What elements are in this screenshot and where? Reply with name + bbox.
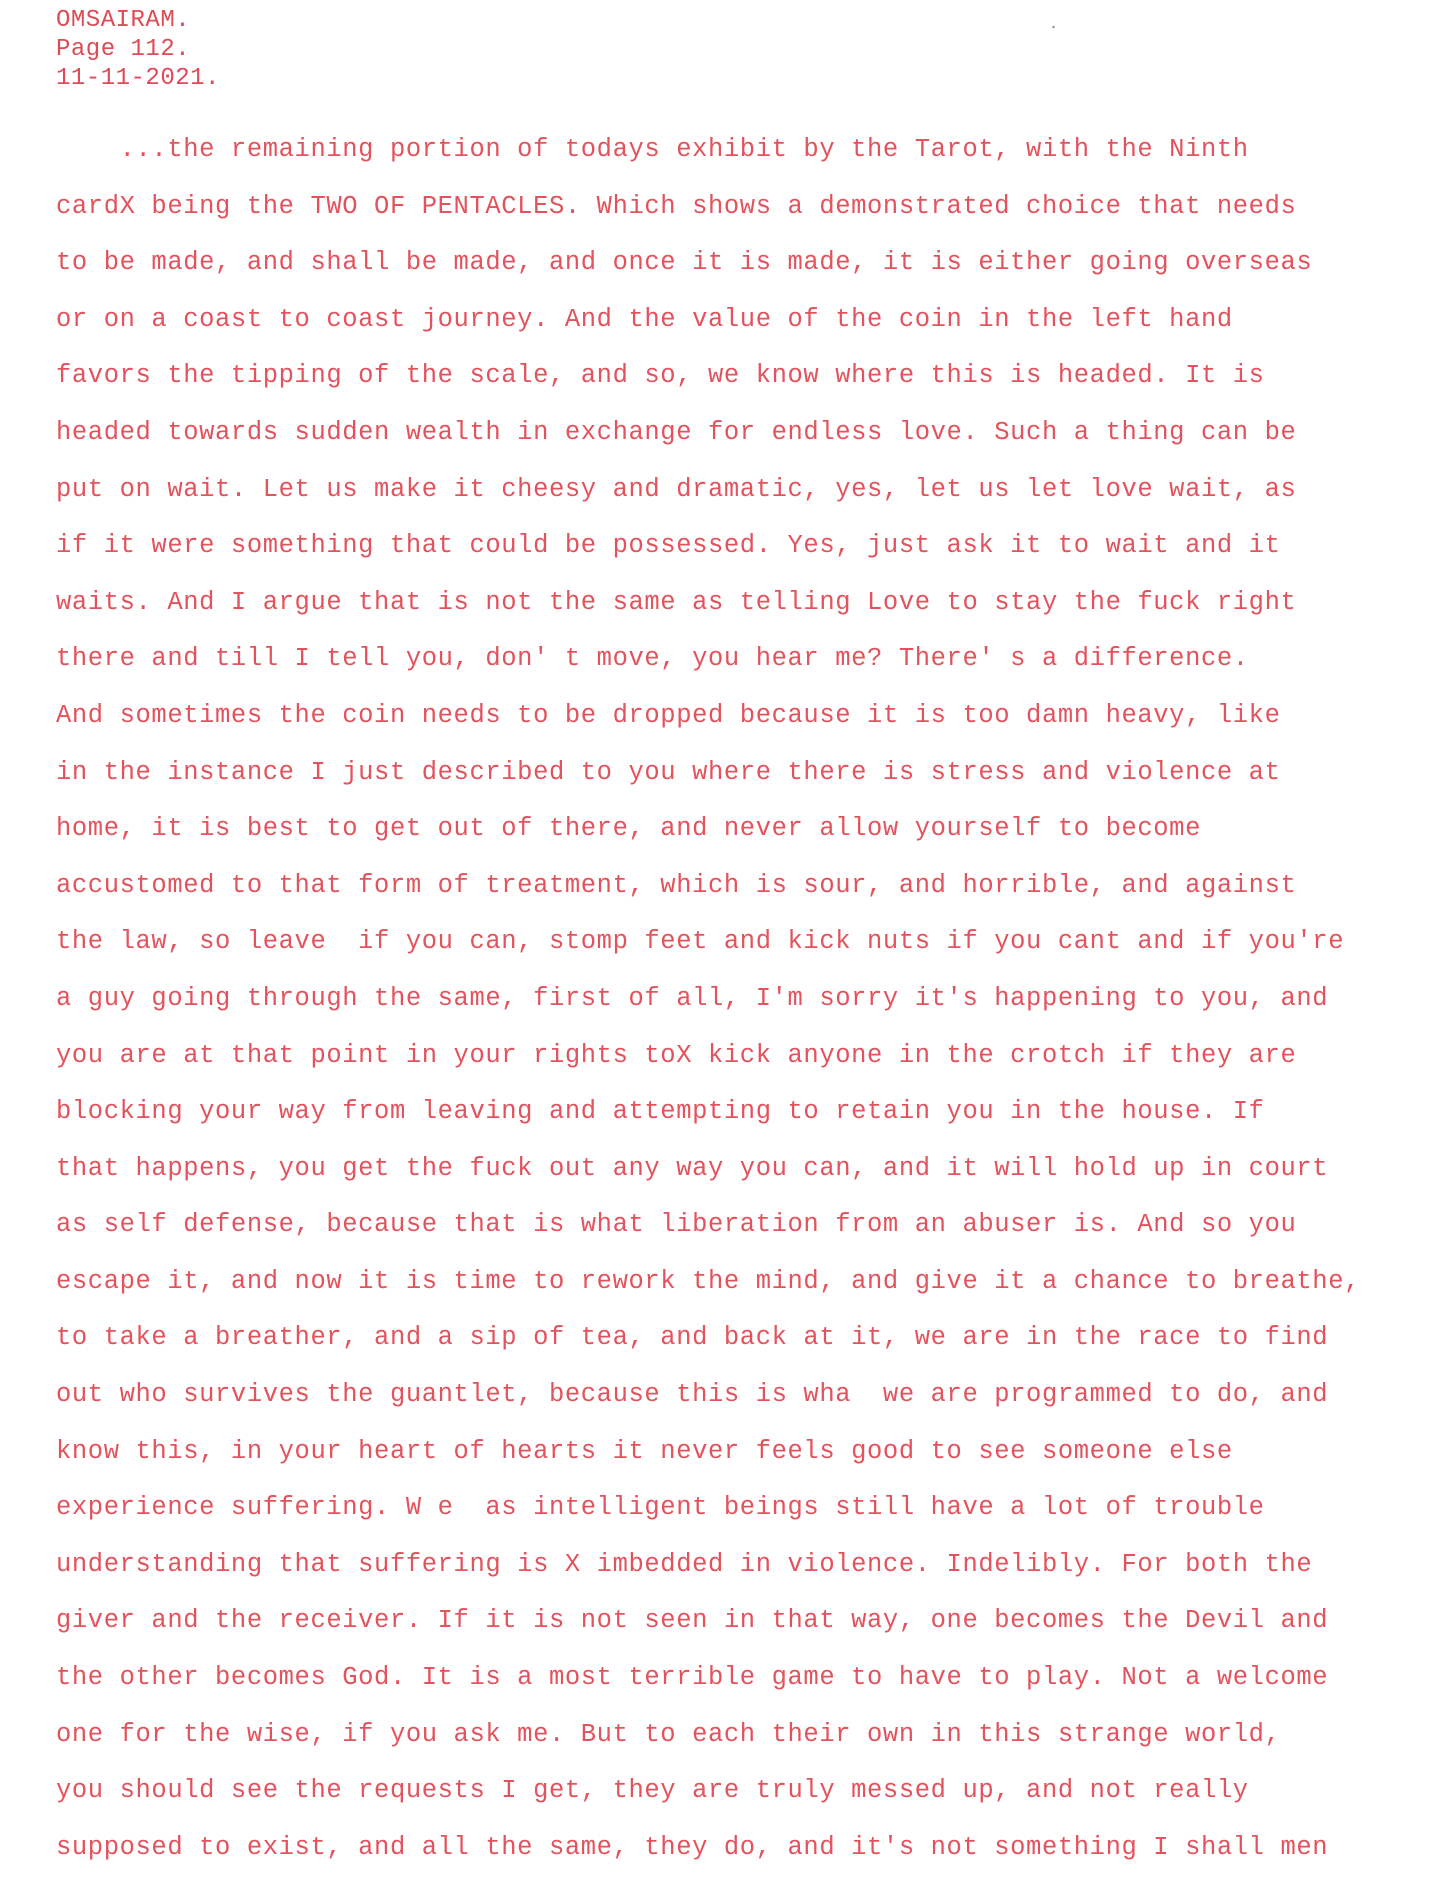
text-line: that happens, you get the fuck out any way you can, and it will hold up in court	[56, 1153, 1329, 1183]
text-line: the law, so leave if you can, stomp feet and kick nuts if you cant and if you're	[56, 927, 1345, 957]
text-line: cardX being the TWO OF PENTACLES. Which shows a demonstrated choice that needs	[56, 191, 1297, 221]
body-text	[56, 122, 1446, 1876]
text-line: accustomed to that form of treatment, which is sour, and horrible, and against	[56, 870, 1297, 900]
text-line: understanding that suffering is X imbedded in violence. Indelibly. For both the	[56, 1549, 1313, 1579]
text-line: And sometimes the coin needs to be dropped because it is too damn heavy, like	[56, 700, 1281, 730]
text-line: to take a breather, and a sip of tea, and back at it, we are in the race to find	[56, 1323, 1329, 1353]
text-line: if it were something that could be possessed. Yes, just ask it to wait and it	[56, 531, 1281, 561]
text-line: the other becomes God. It is a most terrible game to have to play. Not a welcome	[56, 1663, 1329, 1693]
text-line: waits. And I argue that is not the same as telling Love to stay the fuck right	[56, 587, 1297, 617]
header-date: 11-11-2021.	[56, 65, 220, 92]
text-line: put on wait. Let us make it cheesy and dramatic, yes, let us let love wait, as	[56, 474, 1297, 504]
paper-speck	[1052, 25, 1056, 28]
text-line: in the instance I just described to you where there is stress and violence at	[56, 757, 1281, 787]
text-line: giver and the receiver. If it is not seen in that way, one becomes the Devil and	[56, 1606, 1329, 1636]
text-line: blocking your way from leaving and attempting to retain you in the house. If	[56, 1097, 1265, 1127]
header-page-number: Page 112.	[56, 36, 191, 63]
text-line: home, it is best to get out of there, and never allow yourself to become	[56, 814, 1201, 844]
text-line: experience suffering. W e as intelligent beings still have a lot of trouble	[56, 1493, 1265, 1523]
text-line: or on a coast to coast journey. And the value of the coin in the left hand	[56, 304, 1233, 334]
text-line: as self defense, because that is what liberation from an abuser is. And so you	[56, 1210, 1297, 1240]
text-line: escape it, and now it is time to rework the mind, and give it a chance to breathe,	[56, 1266, 1361, 1296]
text-line: headed towards sudden wealth in exchange for endless love. Such a thing can be	[56, 417, 1297, 447]
text-line: out who survives the guantlet, because this is wha we are programmed to do, and	[56, 1380, 1329, 1410]
text-line: ...the remaining portion of todays exhibit by the Tarot, with the Ninth	[56, 135, 1249, 164]
text-line: one for the wise, if you ask me. But to each their own in this strange world,	[56, 1719, 1281, 1749]
text-line: supposed to exist, and all the same, they do, and it's not something I shall men	[56, 1832, 1329, 1862]
header-title: OMSAIRAM.	[56, 7, 191, 34]
text-line: there and till I tell you, don' t move, you hear me? There' s a difference.	[56, 644, 1249, 674]
text-line: to be made, and shall be made, and once it is made, it is either going overseas	[56, 248, 1313, 278]
text-line: a guy going through the same, first of all, I'm sorry it's happening to you, and	[56, 983, 1329, 1013]
text-line: you should see the requests I get, they are truly messed up, and not really	[56, 1776, 1249, 1806]
text-line: you are at that point in your rights toX kick anyone in the crotch if they are	[56, 1040, 1297, 1070]
text-line: favors the tipping of the scale, and so, we know where this is headed. It is	[56, 361, 1265, 391]
page-header	[56, 6, 220, 93]
text-line: know this, in your heart of hearts it never feels good to see someone else	[56, 1436, 1233, 1466]
